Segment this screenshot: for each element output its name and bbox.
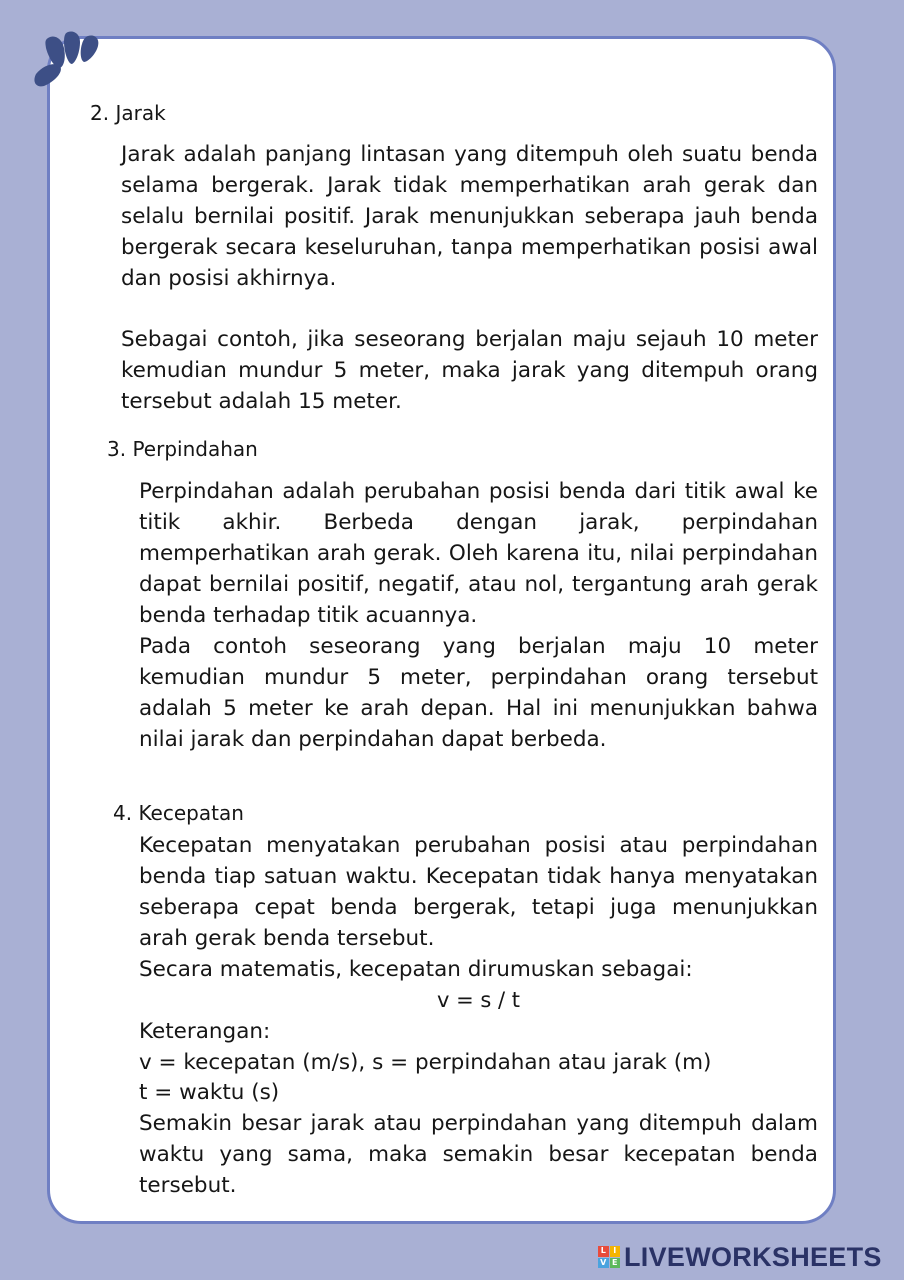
decorative-strokes-icon: [30, 28, 106, 92]
section-heading-jarak: 2. Jarak: [90, 101, 166, 125]
velocity-formula: v = s / t: [437, 988, 520, 1012]
logo-letter: E: [610, 1258, 621, 1269]
paragraph-perpindahan-example: Pada contoh seseorang yang berjalan maju 10 meter kemudian mundur 5 meter, perpindahan orang tersebut adalah 5 meter ke arah depan. Hal ini menunjukkan bahwa nilai jarak dan perpindahan dapat berbeda.: [139, 634, 818, 752]
keterangan-line-2: t = waktu (s): [139, 1080, 280, 1105]
paragraph-kecepatan-definition: Kecepatan menyatakan perubahan posisi atau perpindahan benda tiap satuan waktu. Kecepatan tidak hanya menyatakan seberapa cepat benda bergerak, tetapi juga menunjukkan arah gerak benda tersebut.: [139, 833, 818, 951]
keterangan-line-1: v = kecepatan (m/s), s = perpindahan atau jarak (m): [139, 1050, 712, 1075]
section-heading-kecepatan: 4. Kecepatan: [113, 801, 244, 825]
paragraph-kecepatan-closing: Semakin besar jarak atau perpindahan yang ditempuh dalam waktu yang sama, maka semakin besar kecepatan benda tersebut.: [139, 1111, 818, 1198]
paragraph-jarak-example: Sebagai contoh, jika seseorang berjalan maju sejauh 10 meter kemudian mundur 5 meter, maka jarak yang ditempuh orang tersebut adalah 15 meter.: [121, 327, 818, 414]
liveworksheets-brand: [598, 1240, 882, 1274]
paragraph-perpindahan-definition: Perpindahan adalah perubahan posisi benda dari titik awal ke titik akhir. Berbeda dengan jarak, perpindahan memperhatikan arah gerak. Oleh karena itu, nilai perpindahan dapat bernilai positif, negatif, atau nol, tergantung arah gerak benda terhadap titik acuannya.: [139, 479, 818, 628]
liveworksheets-logo-icon: [598, 1246, 620, 1268]
brand-text: LIVEWORKSHEETS: [624, 1241, 882, 1272]
logo-letter: V: [598, 1258, 609, 1269]
keterangan-label: Keterangan:: [139, 1019, 271, 1044]
logo-letter: L: [598, 1246, 609, 1257]
logo-letter: I: [610, 1246, 621, 1257]
formula-intro: Secara matematis, kecepatan dirumuskan sebagai:: [139, 957, 693, 982]
paragraph-jarak-definition: Jarak adalah panjang lintasan yang ditempuh oleh suatu benda selama bergerak. Jarak tidak memperhatikan arah gerak dan selalu bernilai positif. Jarak menunjukkan seberapa jauh benda bergerak secara keseluruhan, tanpa memperhatikan posisi awal dan posisi akhirnya.: [121, 142, 818, 291]
section-heading-perpindahan: 3. Perpindahan: [107, 437, 258, 461]
